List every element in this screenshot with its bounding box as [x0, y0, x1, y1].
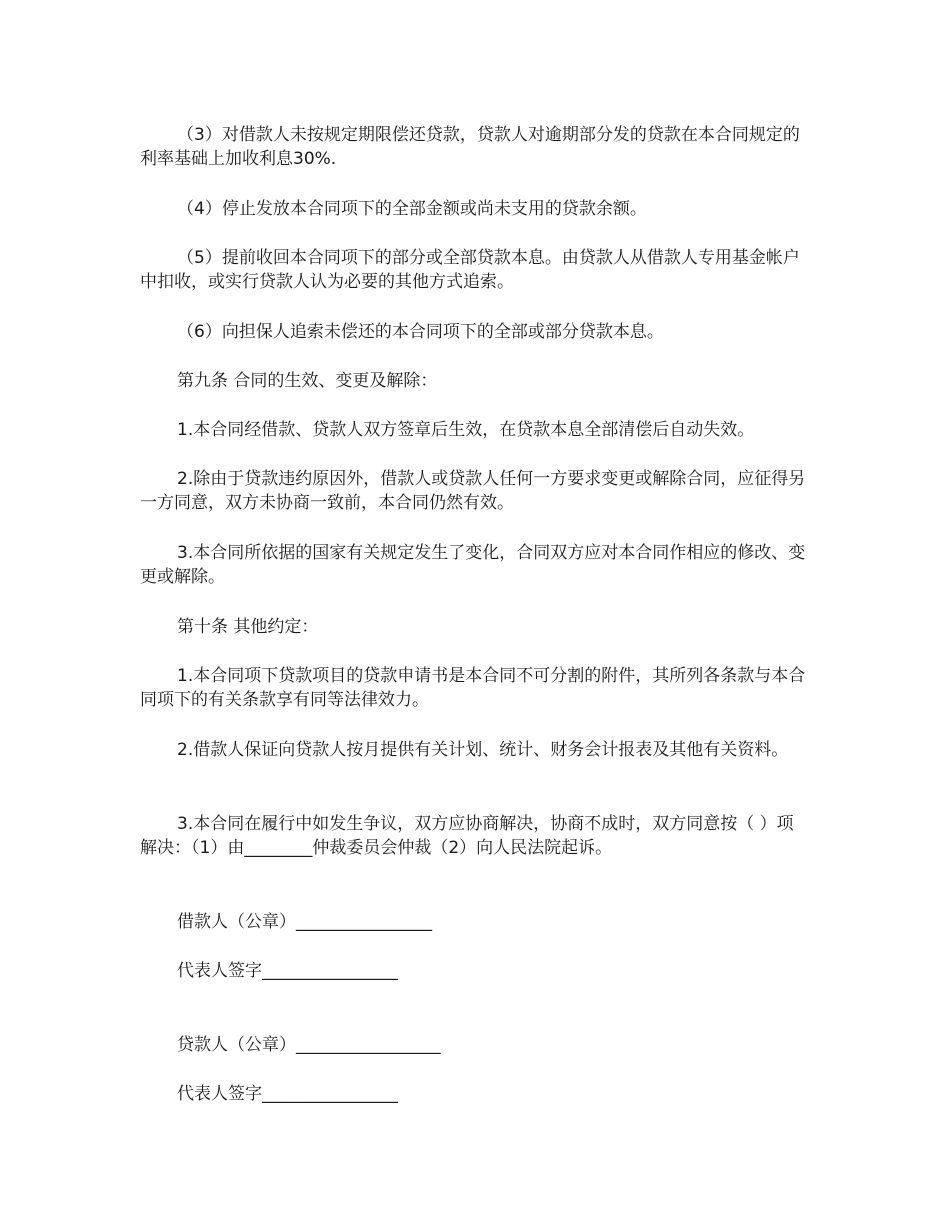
clause-10-item-1: 1.本合同项下贷款项目的贷款申请书是本合同不可分割的附件，其所列各条款与本合同项下的有关条款享有同等法律效力。: [140, 666, 806, 710]
clause-10-heading: 第十条 其他约定：: [177, 617, 319, 637]
lender-seal-line: 贷款人（公章）_________________: [177, 1035, 441, 1055]
clause-9-heading: 第九条 合同的生效、变更及解除：: [177, 371, 438, 391]
clause-8-item-5: （5）提前收回本合同项下的部分或全部贷款本息。由贷款人从借款人专用基金帐户中扣收，或实行贷款人认为必要的其他方式追索。: [140, 248, 800, 292]
clause-9-item-3: 3.本合同所依据的国家有关规定发生了变化，合同双方应对本合同作相应的修改、变更或解除。: [140, 543, 806, 587]
clause-9-item-2: 2.除由于贷款违约原因外，借款人或贷款人任何一方要求变更或解除合同，应征得另一方同意，双方未协商一致前，本合同仍然有效。: [140, 469, 806, 513]
clause-10-item-2: 2.借款人保证向贷款人按月提供有关计划、统计、财务会计报表及其他有关资料。: [177, 740, 789, 760]
clause-8-item-4: （4）停止发放本合同项下的全部金额或尚未支用的贷款余额。: [177, 199, 647, 219]
lender-representative-signature-line: 代表人签字________________: [177, 1084, 398, 1104]
clause-9-item-1: 1.本合同经借款、贷款人双方签章后生效，在贷款本息全部清偿后自动失效。: [177, 420, 755, 440]
clause-8-item-6: （6）向担保人追索未偿还的本合同项下的全部或部分贷款本息。: [177, 322, 664, 342]
clause-10-item-3: 3.本合同在履行中如发生争议，双方应协商解决，协商不成时，双方同意按（ ）项解决：（1）由________仲裁委员会仲裁（2）向人民法院起诉。: [140, 814, 794, 858]
borrower-representative-signature-line: 代表人签字________________: [177, 961, 398, 981]
clause-8-item-3: （3）对借款人未按规定期限偿还贷款，贷款人对逾期部分发的贷款在本合同规定的利率基础上加收利息30%.: [140, 125, 800, 169]
borrower-seal-line: 借款人（公章）________________: [177, 912, 432, 932]
